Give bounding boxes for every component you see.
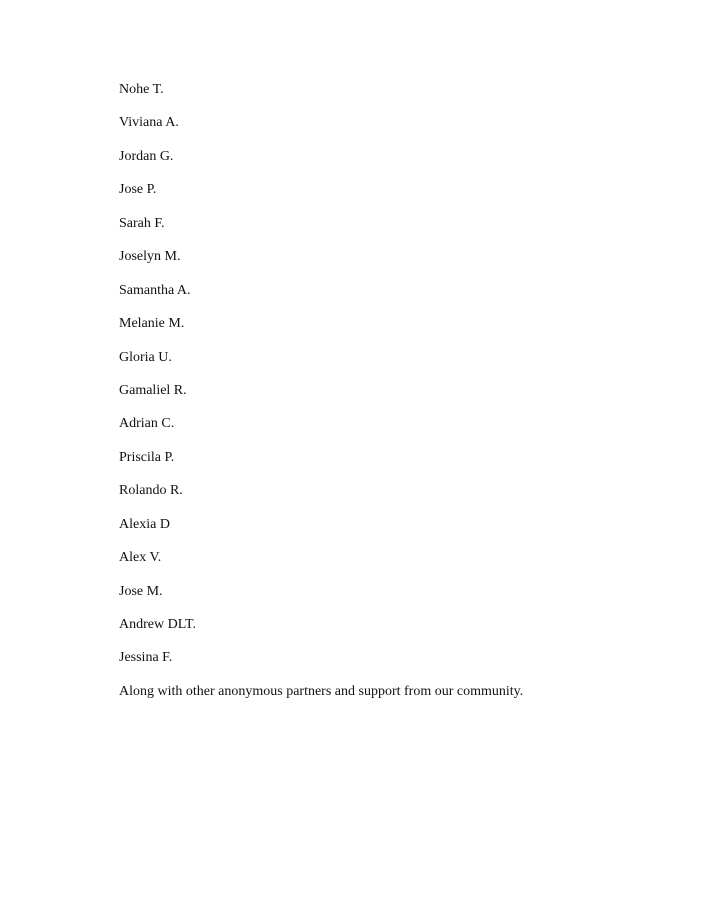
name-entry: Joselyn M. xyxy=(119,249,181,265)
name-entry: Priscila P. xyxy=(119,449,175,465)
name-entry: Sarah F. xyxy=(119,215,165,231)
name-entry: Gloria U. xyxy=(119,349,172,365)
name-entry: Rolando R. xyxy=(119,483,183,499)
name-entry: Jordan G. xyxy=(119,148,174,164)
name-entry: Jose P. xyxy=(119,182,157,198)
name-entry: Gamaliel R. xyxy=(119,382,187,398)
name-entry: Viviana A. xyxy=(119,115,179,131)
name-entry: Andrew DLT. xyxy=(119,617,196,632)
acknowledgment-name-list xyxy=(119,80,196,682)
name-entry: Alexia D xyxy=(119,516,170,532)
name-entry: Jessina F. xyxy=(119,650,173,666)
name-entry: Adrian C. xyxy=(119,416,175,432)
name-entry: Alex V. xyxy=(119,550,162,566)
closing-note: Along with other anonymous partners and support from our community. xyxy=(119,684,524,699)
name-entry: Jose M. xyxy=(119,583,163,599)
name-entry: Melanie M. xyxy=(119,316,185,332)
name-entry: Nohe T. xyxy=(119,82,164,97)
name-entry: Samantha A. xyxy=(119,282,191,298)
